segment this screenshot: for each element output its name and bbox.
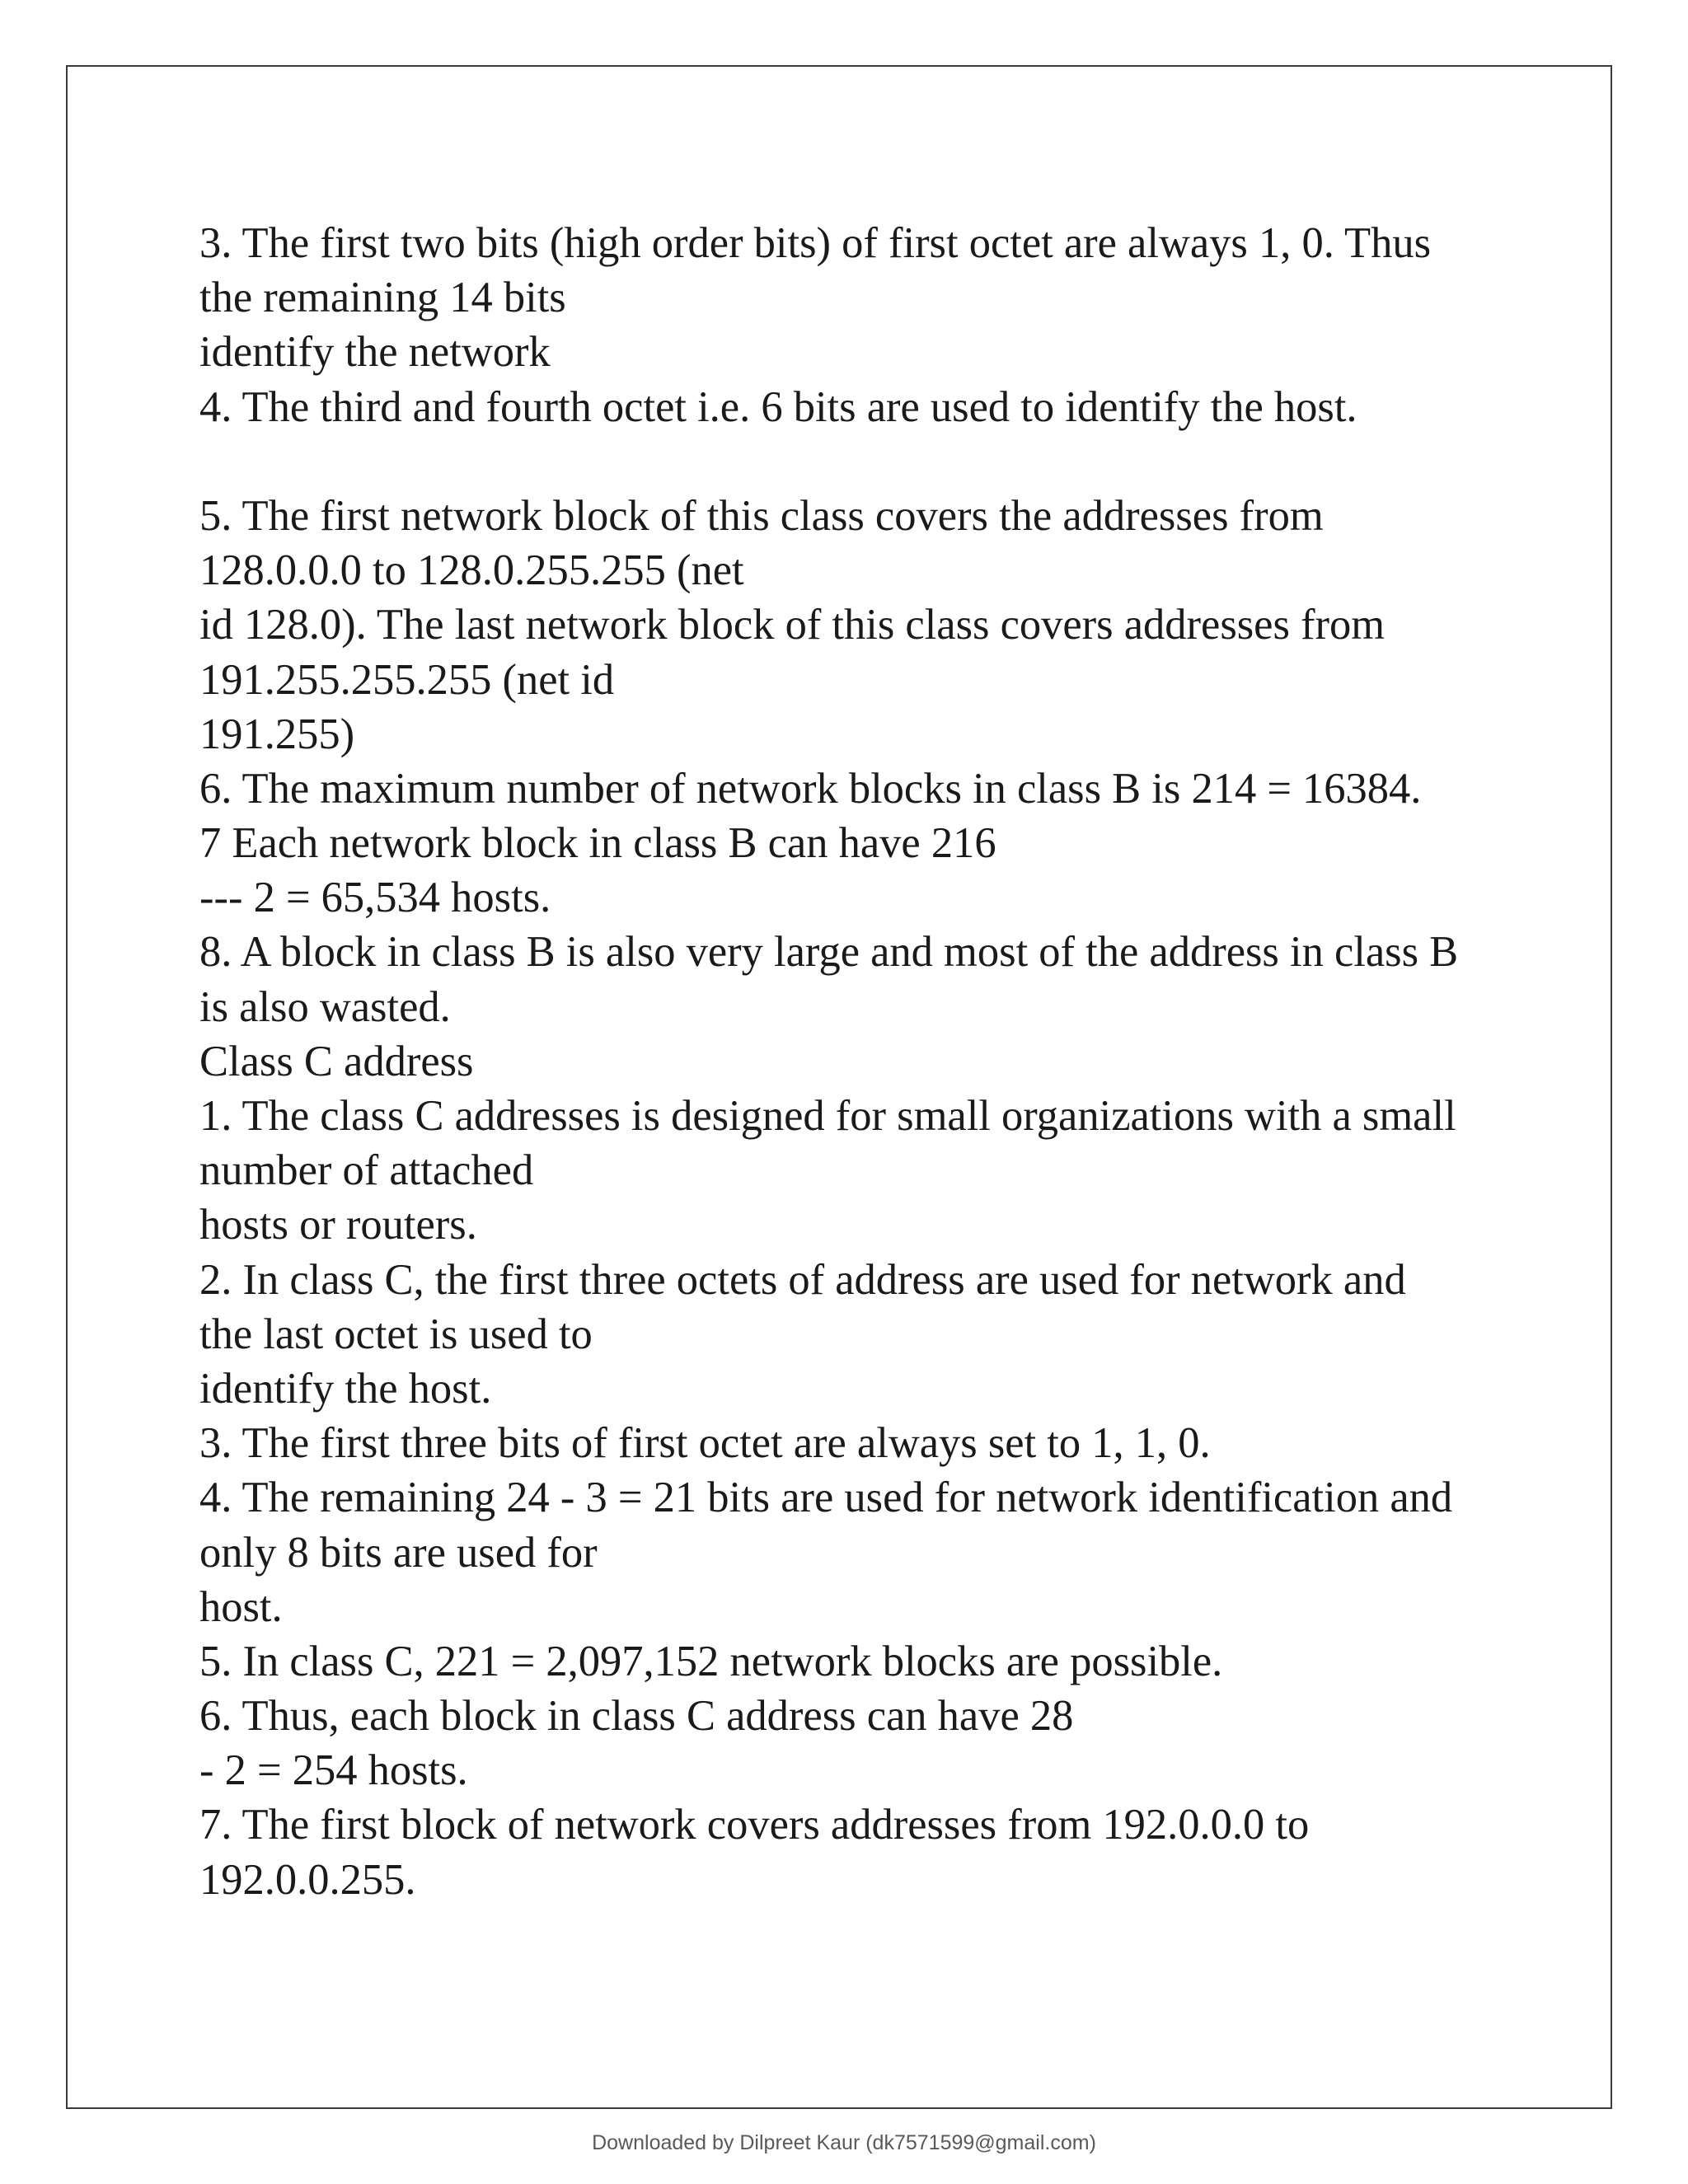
text-line: the remaining 14 bits xyxy=(199,274,566,322)
text-line: 7 Each network block in class B can have 216 xyxy=(199,819,996,868)
text-line: 191.255.255.255 (net id xyxy=(199,655,615,704)
text-line: 6. Thus, each block in class C address can have 28 xyxy=(199,1692,1074,1741)
text-line: number of attached xyxy=(199,1146,534,1195)
section-heading: Class C address xyxy=(199,1037,474,1085)
download-footer: Downloaded by Dilpreet Kaur (dk7571599@gmail.com) xyxy=(592,2131,1096,2154)
text-line: 192.0.0.255. xyxy=(199,1855,416,1904)
text-line: - 2 = 254 hosts. xyxy=(199,1746,468,1795)
text-line: 128.0.0.0 to 128.0.255.255 (net xyxy=(199,546,744,595)
text-line: 6. The maximum number of network blocks in class B is 214 = 16384. xyxy=(199,764,1422,813)
text-line: only 8 bits are used for xyxy=(199,1528,598,1577)
text-line: 4. The remaining 24 - 3 = 21 bits are used for network identification and xyxy=(199,1474,1453,1522)
text-line: 4. The third and fourth octet i.e. 6 bits are used to identify the host. xyxy=(199,382,1357,431)
text-line: hosts or routers. xyxy=(199,1201,477,1249)
text-line: is also wasted. xyxy=(199,982,451,1031)
text-line: the last octet is used to xyxy=(199,1310,593,1358)
text-line: id 128.0). The last network block of this class covers addresses from xyxy=(199,601,1386,649)
text-line: 3. The first two bits (high order bits) of first octet are always 1, 0. Thus xyxy=(199,219,1432,267)
text-line: 1. The class C addresses is designed for small organizations with a small xyxy=(199,1092,1456,1140)
text-line: 2. In class C, the first three octets of address are used for network and xyxy=(199,1255,1406,1304)
text-line: 8. A block in class B is also very large and most of the address in class B xyxy=(199,928,1459,977)
text-line: --- 2 = 65,534 hosts. xyxy=(199,874,551,922)
text-line: 3. The first three bits of first octet are always set to 1, 1, 0. xyxy=(199,1419,1211,1468)
blank-line xyxy=(199,434,1535,489)
text-line: 191.255) xyxy=(199,710,355,758)
text-line: identify the host. xyxy=(199,1364,492,1413)
document-body xyxy=(199,216,1535,1907)
text-line: 5. In class C, 221 = 2,097,152 network blocks are possible. xyxy=(199,1637,1223,1685)
text-line: host. xyxy=(199,1582,283,1631)
text-line: identify the network xyxy=(199,328,551,377)
text-line: 7. The first block of network covers addresses from 192.0.0.0 to xyxy=(199,1801,1310,1849)
text-line: 5. The first network block of this class covers the addresses from xyxy=(199,491,1324,540)
